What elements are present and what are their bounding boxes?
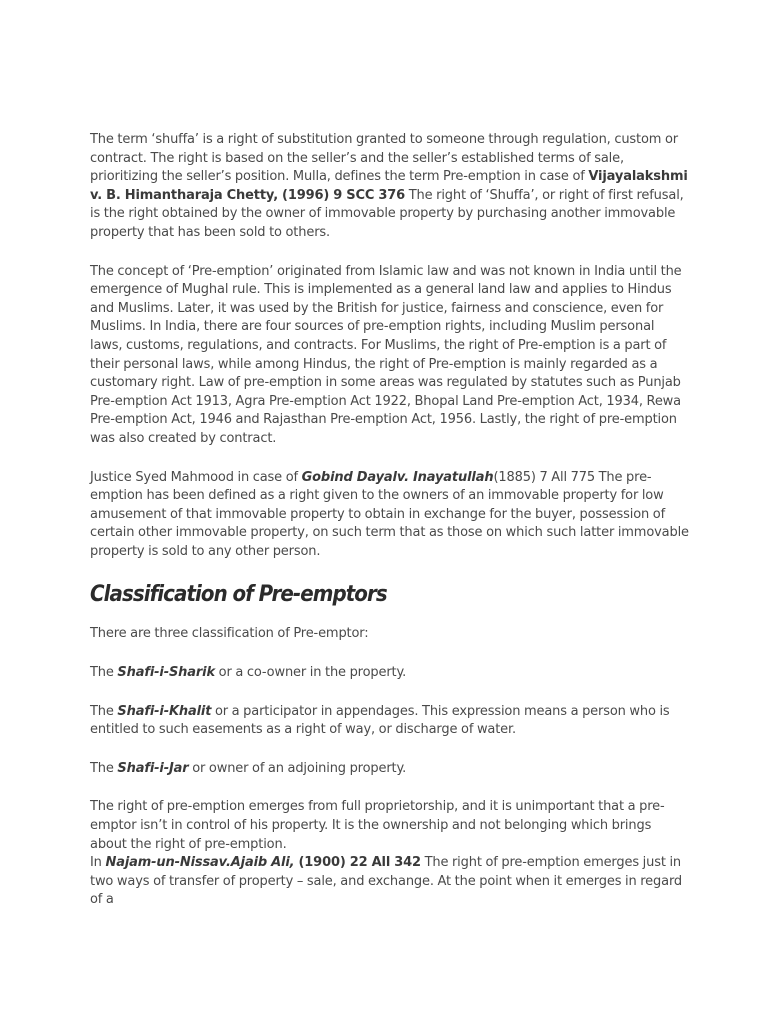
term: Shafi-i-Jar xyxy=(117,760,189,776)
text: In xyxy=(90,855,106,871)
paragraph-shuffa xyxy=(90,131,690,243)
term: Shafi-i-Khalit xyxy=(117,703,212,719)
classification-item xyxy=(90,664,690,683)
paragraph-transfer xyxy=(90,854,690,910)
citation: (1900) 22 All 342 xyxy=(294,855,421,871)
text: The xyxy=(90,665,118,681)
classification-item xyxy=(90,703,690,740)
text: Justice Syed Mahmood in case of xyxy=(90,469,302,485)
article-body xyxy=(90,131,690,930)
paragraph-definition xyxy=(90,469,690,562)
term: Shafi-i-Sharik xyxy=(117,665,215,681)
case-citation: Gobind Dayalv. Inayatullah xyxy=(301,469,494,485)
text: or a participator in appendages. This expression means a person who is entitled to such easements as a right of way, or discharge of water. xyxy=(90,703,670,738)
text: The right of pre-emption emerges just in two ways of transfer of property – sale, and exchange. At the point when it emerges in regard of a xyxy=(90,855,683,908)
case-citation: Vijayalakshmi v. B. Himantharaja Chetty, (1996) 9 SCC 376 xyxy=(90,169,688,203)
text: The xyxy=(90,703,118,719)
text: The term ‘shuffa’ is a right of substitution granted to someone through regulation, custom or contract. The right is based on the seller’s and the seller’s established terms of sale, prioritizing the seller’s position. Mulla, defines the term Pre-emption in case of xyxy=(90,132,678,185)
text: The right of ‘Shuffa’, or right of first refusal, is the right obtained by the owner of immovable property by purchasing another immovable property that has been sold to others. xyxy=(90,187,684,240)
text: The xyxy=(90,760,118,776)
paragraph-origin: The concept of ‘Pre-emption’ originated from Islamic law and was not known in India until the emergence of Mughal rule. This is implemented as a general land law and applies to Hindus and Muslims. Later, it was used by the British for justice, fairness and conscience, even for Muslims. In India, there are four sources of pre-emption rights, including Muslim personal laws, customs, regulations, and contracts. For Muslims, the right of Pre-emption is a part of their personal laws, while among Hindus, the right of Pre-emption is mainly regarded as a customary right. Law of pre-emption in some areas was regulated by statutes such as Punjab Pre-emption Act 1913, Agra Pre-emption Act 1922, Bhopal Land Pre-emption Act, 1934, Rewa Pre-emption Act, 1946 and Rajasthan Pre-emption Act, 1956. Lastly, the right of pre-emption was also created by contract. xyxy=(90,263,682,446)
paragraph-ownership: The right of pre-emption emerges from full proprietorship, and it is unimportant that a pre-emptor isn’t in control of his property. It is the ownership and not belonging which brings about the right of pre-emption. xyxy=(90,799,665,852)
classification-item xyxy=(90,760,690,779)
text: (1885) 7 All 775 The pre-emption has been defined as a right given to the owners of an immovable property for low amusement of that immovable property to obtain in exchange for the buyer, possession of certain other immovable property, on such term that as those on which such latter immovable property is sold to any other person. xyxy=(90,469,689,559)
classification-intro: There are three classification of Pre-emptor: xyxy=(90,626,369,642)
text: or owner of an adjoining property. xyxy=(188,760,407,776)
section-heading: Classification of Pre-emptors xyxy=(90,582,387,608)
text: or a co-owner in the property. xyxy=(214,665,407,681)
case-citation: Najam-un-Nissav.Ajaib Ali, xyxy=(105,855,295,871)
